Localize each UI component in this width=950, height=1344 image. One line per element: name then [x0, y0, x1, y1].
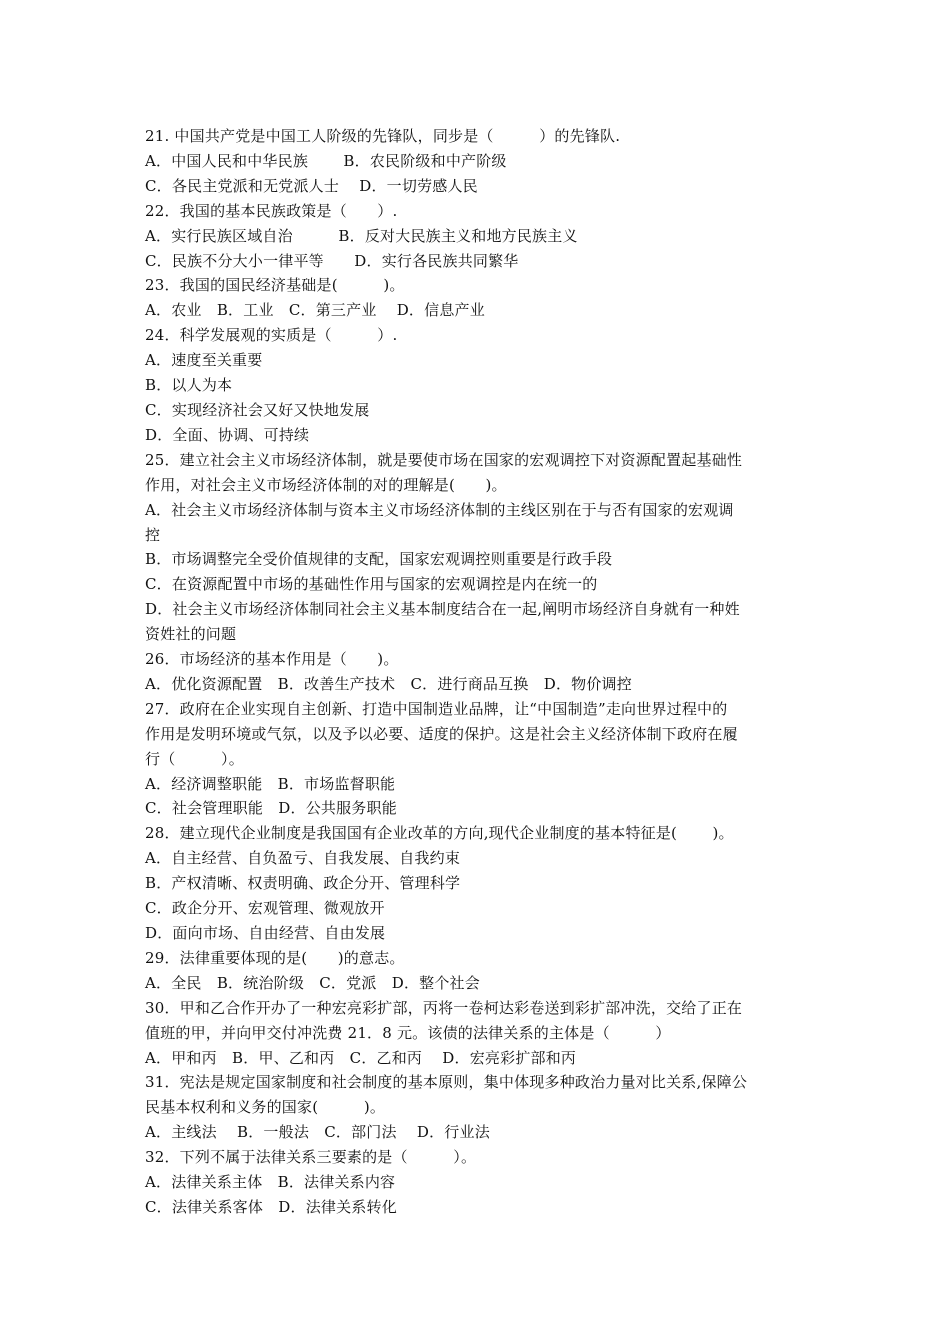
question-30-stem-line-2: 值班的甲，并向甲交付冲洗费 21．8 元。该债的法律关系的主体是（ ） [145, 1023, 671, 1042]
question-27-stem-line-1: 27．政府在企业实现自主创新、打造中国制造业品牌，让“中国制造”走向世界过程中的 [145, 699, 728, 718]
question-27-stem-line-2: 作用是发明环境或气氛，以及予以必要、适度的保护。这是社会主义经济体制下政府在履 [145, 724, 738, 743]
question-25-option-a-line-2: 控 [145, 525, 161, 544]
question-28-option-c: C．政企分开、宏观管理、微观放开 [145, 899, 385, 918]
question-24-option-d: D．全面、协调、可持续 [145, 425, 310, 444]
question-25-stem-line-2: 作用，对社会主义市场经济体制的对的理解是( )。 [145, 475, 507, 494]
question-26-stem: 26．市场经济的基本作用是（ )。 [145, 650, 399, 669]
question-29-stem: 29．法律重要体现的是( )的意志。 [145, 948, 405, 967]
question-28-option-d: D．面向市场、自由经营、自由发展 [145, 924, 386, 942]
question-25-option-d-line-2: 资姓社的问题 [145, 625, 237, 644]
question-22-options-cd: C．民族不分大小一律平等 D．实行各民族共同繁华 [145, 251, 519, 270]
question-27-options-cd: C．社会管理职能 D．公共服务职能 [145, 799, 397, 818]
question-21-options-cd: C．各民主党派和无党派人士 D．一切劳感人民 [145, 176, 478, 195]
question-25-stem-line-1: 25．建立社会主义市场经济体制，就是要使市场在国家的宏观调控下对资源配置起基础性 [145, 450, 743, 469]
question-25-option-a-line-1: A．社会主义市场经济体制与资本主义市场经济体制的主线区别在于与否有国家的宏观调 [145, 500, 734, 519]
question-21-stem: 21. 中国共产党是中国工人阶级的先锋队，同步是（ ）的先锋队. [145, 127, 621, 145]
question-24-stem: 24．科学发展观的实质是（ ）. [145, 326, 398, 345]
question-list [145, 124, 810, 1220]
question-27-options-ab: A．经济调整职能 B．市场监督职能 [145, 774, 396, 793]
question-31-stem-line-1: 31．宪法是规定国家制度和社会制度的基本原则，集中体现多种政治力量对比关系,保障公 [145, 1073, 748, 1092]
question-28-option-a: A．自主经营、自负盈亏、自我发展、自我约束 [145, 849, 461, 868]
question-31-options: A．主线法 B．一般法 C．部门法 D．行业法 [145, 1123, 490, 1142]
question-32-options-ab: A．法律关系主体 B．法律关系内容 [145, 1173, 396, 1192]
question-24-option-c: C．实现经济社会又好又快地发展 [145, 400, 370, 419]
question-23-stem: 23．我国的国民经济基础是( )。 [145, 276, 405, 295]
question-31-stem-line-2: 民基本权利和义务的国家( )。 [145, 1098, 386, 1117]
question-28-option-b: B．产权清晰、权责明确、政企分开、管理科学 [145, 874, 461, 893]
question-22-stem: 22．我国的基本民族政策是（ ）. [145, 201, 398, 220]
question-28-stem: 28．建立现代企业制度是我国国有企业改革的方向,现代企业制度的基本特征是( )。 [145, 824, 734, 843]
question-26-options: A．优化资源配置 B．改善生产技术 C．进行商品互换 D．物价调控 [145, 674, 632, 693]
question-24-option-a: A．速度至关重要 [145, 351, 263, 370]
question-25-option-c: C．在资源配置中市场的基础性作用与国家的宏观调控是内在统一的 [145, 575, 598, 594]
question-23-options: A．农业 B．工业 C．第三产业 D．信息产业 [145, 301, 485, 320]
question-25-option-d-line-1: D．社会主义市场经济体制同社会主义基本制度结合在一起,阐明市场经济自身就有一种姓 [145, 600, 740, 619]
question-21-options-ab: A．中国人民和中华民族 B．农民阶级和中产阶级 [145, 151, 507, 170]
question-30-stem-line-1: 30．甲和乙合作开办了一种宏亮彩扩部，丙将一卷柯达彩卷送到彩扩部冲洗，交给了正在 [145, 998, 743, 1017]
question-32-stem: 32．下列不属于法律关系三要素的是（ ）。 [145, 1148, 477, 1167]
question-27-stem-line-3: 行（ ）。 [145, 749, 244, 768]
question-24-option-b: B．以人为本 [145, 376, 233, 395]
question-30-options: A．甲和丙 B．甲、乙和丙 C．乙和丙 D．宏亮彩扩部和丙 [145, 1048, 577, 1067]
question-29-options: A．全民 B．统治阶级 C．党派 D．整个社会 [145, 973, 480, 992]
question-25-option-b: B．市场调整完全受价值规律的支配，国家宏观调控则重要是行政手段 [145, 550, 613, 569]
question-32-options-cd: C．法律关系客体 D．法律关系转化 [145, 1197, 397, 1216]
question-22-options-ab: A．实行民族区域自治 B．反对大民族主义和地方民族主义 [145, 226, 578, 245]
